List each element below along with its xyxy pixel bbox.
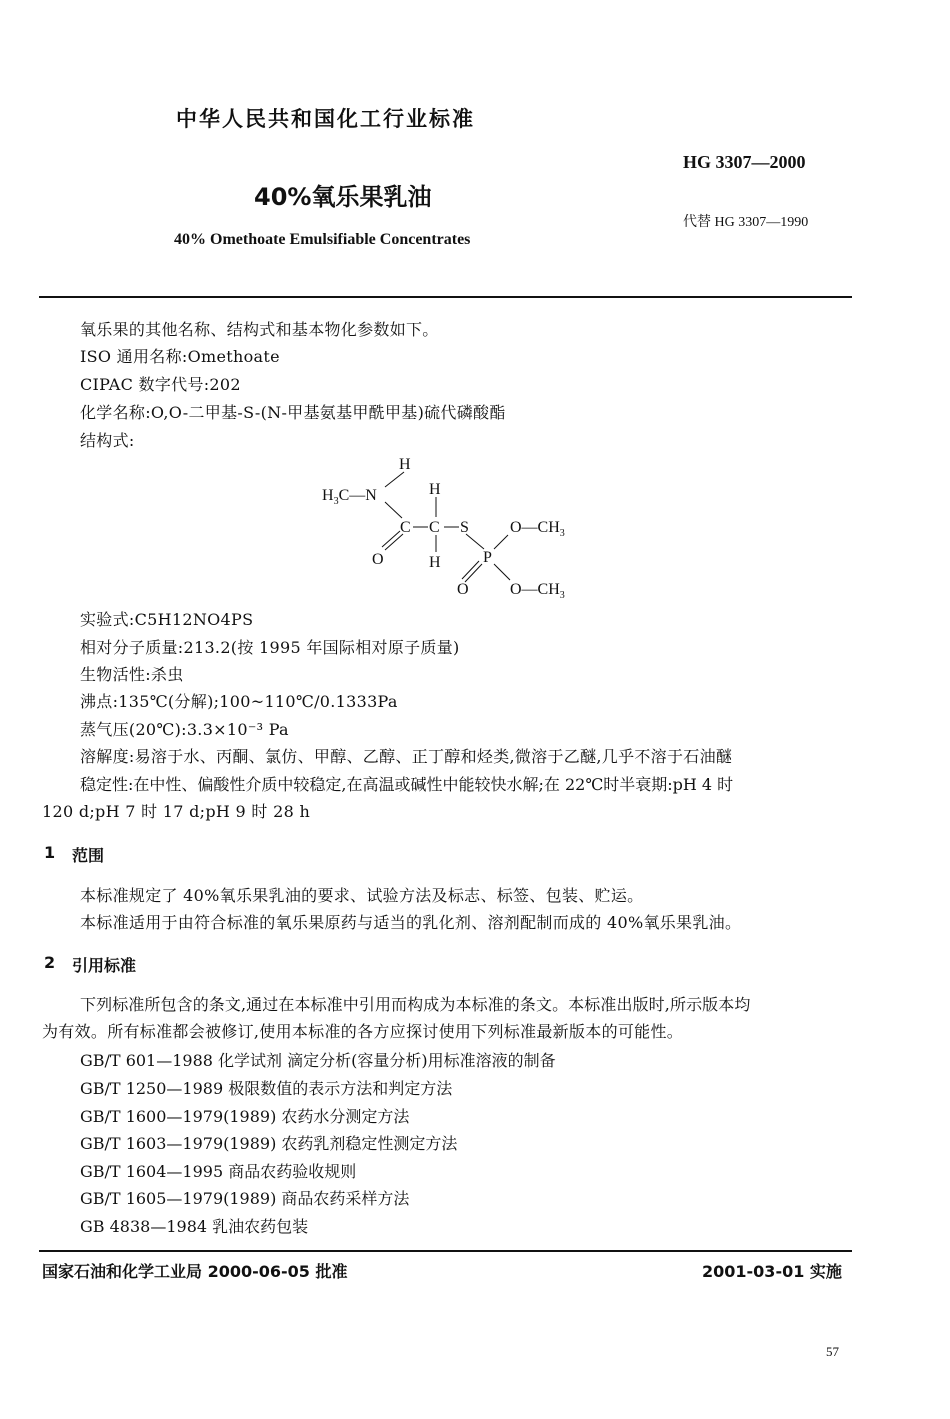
reference-item: GB/T 1250—1989 极限数值的表示方法和判定方法: [80, 1079, 453, 1098]
section-1-title: 范围: [72, 846, 105, 865]
reference-item: GB 4838—1984 乳油农药包装: [80, 1217, 309, 1236]
section-2-number: 2: [44, 953, 56, 972]
solubility: 溶解度:易溶于水、丙酮、氯仿、甲醇、乙醇、正丁醇和烃类,微溶于乙醚,几乎不溶于石油醚: [80, 747, 733, 766]
section-2-paragraph-line-1: 下列标准所包含的条文,通过在本标准中引用而构成为本标准的条文。本标准出版时,所示版本均: [80, 995, 751, 1014]
standard-authority: 中华人民共和国化工行业标准: [176, 107, 475, 131]
atom-o-carbonyl: O: [372, 551, 384, 568]
atom-c-methylene: C: [429, 519, 440, 536]
atom-o-phosphoryl: O: [457, 581, 469, 598]
reference-item: GB/T 1604—1995 商品农药验收规则: [80, 1162, 357, 1181]
footer-divider: [39, 1250, 852, 1252]
standard-number: HG 3307—2000: [683, 152, 806, 172]
section-1-number: 1: [44, 843, 56, 862]
atom-c-carbonyl: C: [400, 519, 411, 536]
vapor-pressure: 蒸气压(20℃):3.3×10⁻³ Pa: [80, 720, 289, 739]
molecular-mass: 相对分子质量:213.2(按 1995 年国际相对原子质量): [80, 638, 460, 657]
section-2-title: 引用标准: [72, 956, 137, 975]
atom-p: P: [483, 549, 492, 566]
reference-item: GB/T 601—1988 化学试剂 滴定分析(容量分析)用标准溶液的制备: [80, 1051, 556, 1070]
stability-line-2: 120 d;pH 7 时 17 d;pH 9 时 28 h: [42, 802, 311, 821]
cipac-code: CIPAC 数字代号:202: [80, 375, 241, 394]
header-divider: [39, 296, 852, 298]
atom-h-upper: H: [429, 481, 441, 498]
atom-o-ch3-lower: $O—CH_3$: [510, 581, 565, 601]
iso-name: ISO 通用名称:Omethoate: [80, 347, 280, 366]
reference-item: GB/T 1605—1979(1989) 商品农药采样方法: [80, 1189, 410, 1208]
intro-text: 氧乐果的其他名称、结构式和基本物化参数如下。: [80, 320, 439, 339]
stability-line-1: 稳定性:在中性、偏酸性介质中较稳定,在高温或碱性中能较快水解;在 22℃时半衰期:pH 4 时: [80, 775, 734, 794]
replaces-standard: 代替 HG 3307—1990: [683, 215, 809, 230]
atom-o-ch3-upper: $O—CH_3$: [510, 519, 565, 539]
atom-h-lower: H: [429, 554, 441, 571]
bio-activity: 生物活性:杀虫: [80, 665, 184, 684]
document-title: 40%氧乐果乳油: [254, 183, 432, 211]
reference-item: GB/T 1603—1979(1989) 农药乳剂稳定性测定方法: [80, 1134, 458, 1153]
chemical-name: 化学名称:O,O-二甲基-S-(N-甲基氨基甲酰甲基)硫代磷酸酯: [80, 403, 506, 422]
section-1-paragraph-1: 本标准规定了 40%氧乐果乳油的要求、试验方法及标志、标签、包装、贮运。: [80, 886, 644, 905]
implementation-date: 2001-03-01 实施: [702, 1262, 842, 1281]
structure-label: 结构式:: [80, 431, 135, 450]
atom-s: S: [460, 519, 469, 536]
atom-h-top: H: [399, 456, 411, 473]
empirical-formula: 实验式:C5H12NO4PS: [80, 610, 254, 629]
section-1-paragraph-2: 本标准适用于由符合标准的氧乐果原药与适当的乳化剂、溶剂配制而成的 40%氧乐果乳油。: [80, 913, 742, 932]
document-title-en: 40% Omethoate Emulsifiable Concentrates: [174, 231, 471, 248]
page-number: 57: [826, 1344, 839, 1359]
reference-item: GB/T 1600—1979(1989) 农药水分测定方法: [80, 1107, 410, 1126]
section-2-paragraph-line-2: 为有效。所有标准都会被修订,使用本标准的各方应探讨使用下列标准最新版本的可能性。: [42, 1022, 684, 1041]
approval-line: 国家石油和化学工业局 2000-06-05 批准: [42, 1262, 348, 1281]
atom-h3c-n: $H_3C—N$: [322, 487, 377, 507]
boiling-point: 沸点:135℃(分解);100~110℃/0.1333Pa: [80, 692, 398, 711]
